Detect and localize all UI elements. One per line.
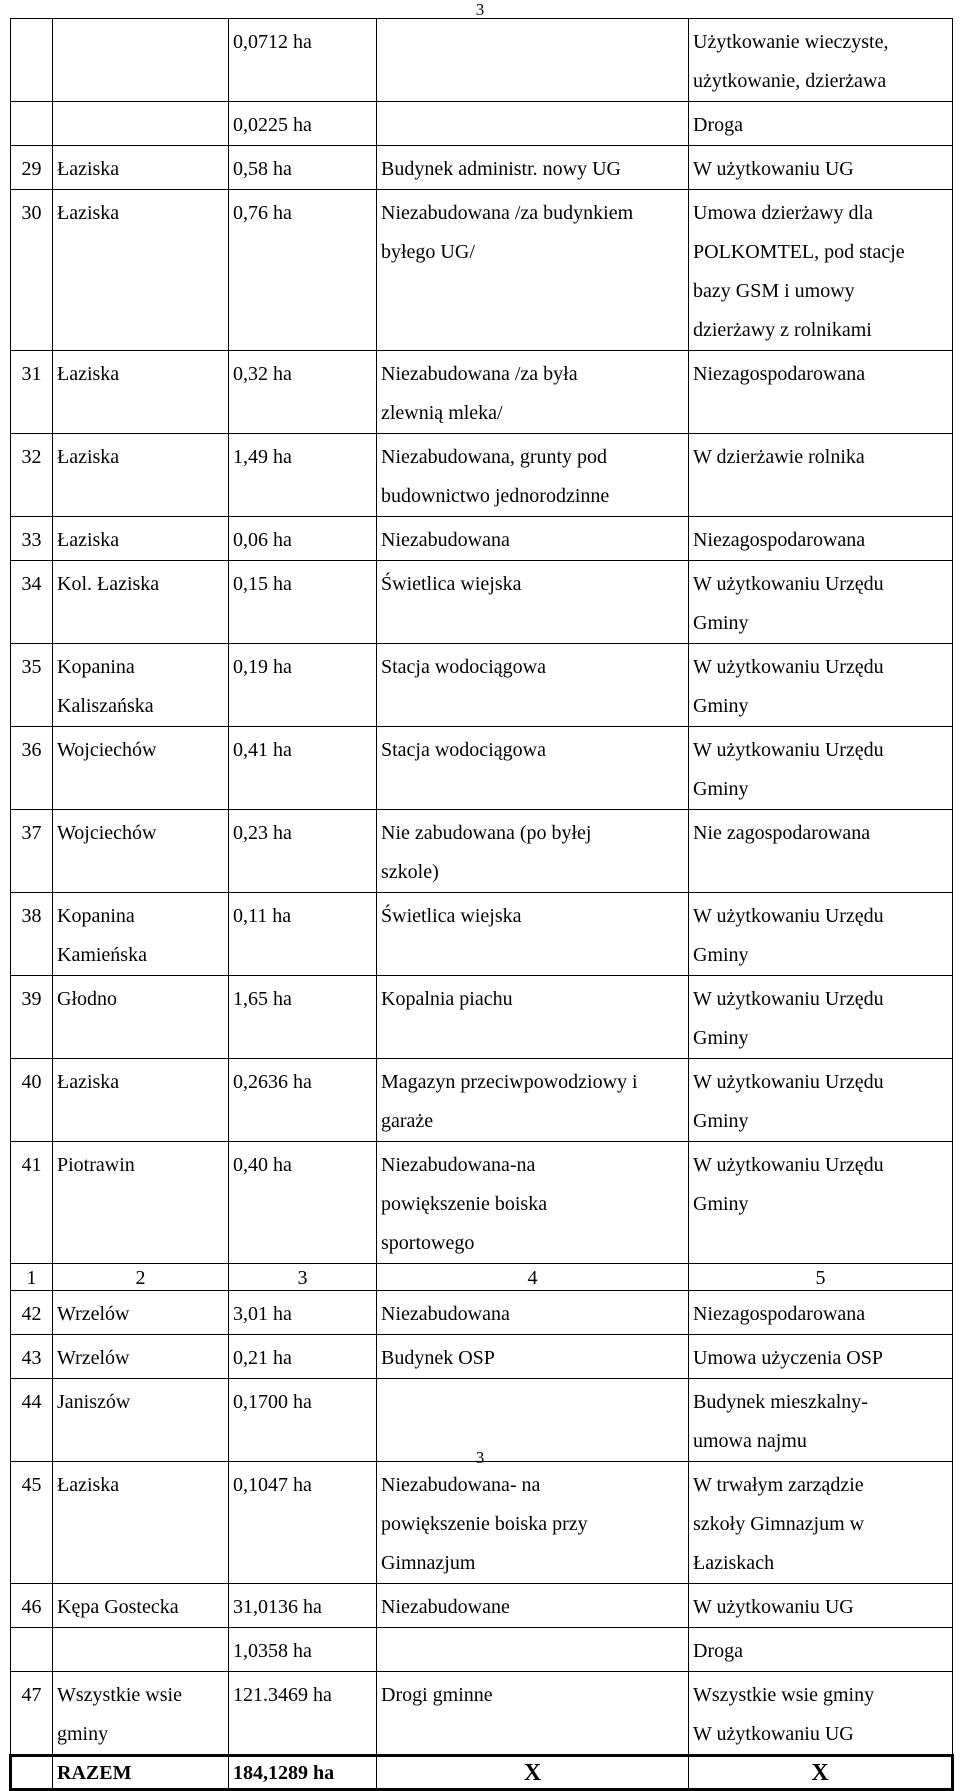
place-cell [53,1672,229,1756]
table-row [11,893,953,976]
description-cell [377,517,689,561]
area-cell [229,102,377,146]
row-number: 47 [21,1684,42,1706]
description-cell [377,1335,689,1379]
description-line: Gimnazjum [381,1552,476,1574]
table-row [11,1672,953,1756]
description-line: Drogi gminne [381,1684,493,1706]
row-number-cell [11,727,53,810]
area-line: 0,1700 ha [233,1391,312,1413]
area-line: 0,06 ha [233,529,292,551]
place-cell [53,1628,229,1672]
description-line: zlewnią mleka/ [381,402,503,424]
table-row [11,561,953,644]
row-number-cell [11,1291,53,1335]
row-number: 37 [21,822,42,844]
description-cell [377,1628,689,1672]
table-row [11,1291,953,1335]
description-cell [377,976,689,1059]
row-number: 35 [21,656,42,678]
place-line: Wrzelów [57,1347,130,1369]
usage-line: Użytkowanie wieczyste, [693,31,889,53]
column-number-row [11,1264,953,1291]
place-line: Łaziska [57,529,120,551]
area-line: 0,32 ha [233,363,292,385]
area-cell [229,727,377,810]
area-line: 0,19 ha [233,656,292,678]
description-cell [377,1291,689,1335]
area-cell [229,1584,377,1628]
area-line: 1,0358 ha [233,1640,312,1662]
row-number-cell [11,893,53,976]
description-cell [377,434,689,517]
usage-line: W użytkowaniu Urzędu [693,988,884,1010]
row-number: 34 [21,573,42,595]
area-line: 3,01 ha [233,1303,292,1325]
area-line: 0,21 ha [233,1347,292,1369]
usage-line: Umowa użyczenia OSP [693,1347,883,1369]
usage-line: Gminy [693,695,749,717]
area-cell [229,1672,377,1756]
row-number-cell [11,1059,53,1142]
area-line: 31,0136 ha [233,1596,322,1618]
description-line: byłego UG/ [381,241,475,263]
area-line: 0,0712 ha [233,31,312,53]
usage-line: dzierżawy z rolnikami [693,319,872,341]
usage-cell [689,1462,953,1584]
place-cell [53,102,229,146]
description-line: budownictwo jednorodzinne [381,485,610,507]
table-row [11,1059,953,1142]
usage-line: Gminy [693,1193,749,1215]
area-cell [229,1628,377,1672]
page-number-bottom: 3 [475,1448,485,1467]
area-cell [229,19,377,102]
place-line: Wrzelów [57,1303,130,1325]
row-number-cell [11,351,53,434]
row-number-cell [11,1628,53,1672]
area-cell [229,893,377,976]
area-cell [229,810,377,893]
description-cell [377,146,689,190]
place-line: Łaziska [57,363,120,385]
total-desc-x [377,1756,689,1790]
area-line: 1,65 ha [233,988,292,1010]
description-line: powiększenie boiska przy [381,1513,588,1535]
place-cell [53,1462,229,1584]
row-number: 44 [21,1391,42,1413]
usage-line: Gminy [693,612,749,634]
area-cell [229,434,377,517]
row-number-cell [11,190,53,351]
place-cell [53,517,229,561]
row-number-cell [11,976,53,1059]
row-number: 30 [21,202,42,224]
place-cell [53,1291,229,1335]
usage-line: W użytkowaniu Urzędu [693,739,884,761]
row-number-cell [11,561,53,644]
usage-cell [689,19,953,102]
row-number: 38 [21,905,42,927]
area-cell [229,517,377,561]
area-cell [229,351,377,434]
description-line: Niezabudowane [381,1596,510,1618]
description-line: Niezabudowana [381,1303,510,1325]
row-number: 29 [21,158,42,180]
description-line: Stacja wodociągowa [381,739,546,761]
usage-line: Wszystkie wsie gminy [693,1684,875,1706]
place-line: Kopanina [57,656,135,678]
table-row [11,1628,953,1672]
area-line: 0,11 ha [233,905,292,927]
column-number: 5 [689,1264,953,1291]
description-cell [377,561,689,644]
description-line: Niezabudowana /za budynkiem [381,202,634,224]
row-number: 33 [21,529,42,551]
row-number: 40 [21,1071,42,1093]
place-line: Łaziska [57,446,120,468]
row-number: 41 [21,1154,42,1176]
usage-line: szkoły Gimnazjum w [693,1513,865,1535]
place-line: Kopanina [57,905,135,927]
area-line: 0,23 ha [233,822,292,844]
usage-cell [689,1672,953,1756]
area-cell [229,1059,377,1142]
table-row [11,190,953,351]
usage-line: W użytkowaniu Urzędu [693,1071,884,1093]
place-line: Wojciechów [57,739,157,761]
place-line: Janiszów [57,1391,131,1413]
description-line: sportowego [381,1232,475,1254]
usage-cell [689,644,953,727]
usage-cell [689,1335,953,1379]
table-row [11,517,953,561]
usage-line: Niezagospodarowana [693,529,866,551]
description-cell [377,644,689,727]
table-row [11,351,953,434]
description-line: Magazyn przeciwpowodziowy i [381,1071,638,1093]
place-line: Łaziska [57,1474,120,1496]
description-line: szkole) [381,861,439,883]
row-number-cell [11,517,53,561]
area-cell [229,561,377,644]
total-area: 184,1289 ha [229,1756,377,1790]
usage-cell [689,727,953,810]
description-line: Niezabudowana-na [381,1154,536,1176]
description-line: Kopalnia piachu [381,988,513,1010]
column-number: 3 [229,1264,377,1291]
total-row [11,1756,953,1790]
place-line: Piotrawin [57,1154,135,1176]
area-line: 1,49 ha [233,446,292,468]
total-label: RAZEM [53,1756,229,1790]
usage-line: Droga [693,1640,743,1662]
place-line: Wszystkie wsie [57,1684,182,1706]
description-line: Niezabudowana- na [381,1474,541,1496]
column-number: 1 [11,1264,53,1291]
place-line: Kamieńska [57,944,147,966]
row-number-cell [11,1672,53,1756]
usage-line: Gminy [693,944,749,966]
description-cell [377,1059,689,1142]
place-cell [53,976,229,1059]
usage-line: Łaziskach [693,1552,775,1574]
area-cell [229,190,377,351]
usage-line: W użytkowaniu Urzędu [693,656,884,678]
place-line: Łaziska [57,1071,120,1093]
place-line: Głodno [57,988,117,1010]
usage-line: W użytkowaniu Urzędu [693,1154,884,1176]
table-row [11,1142,953,1264]
description-cell [377,1462,689,1584]
usage-cell [689,1059,953,1142]
place-cell [53,1142,229,1264]
usage-line: użytkowanie, dzierżawa [693,70,887,92]
description-line: garaże [381,1110,434,1132]
description-cell [377,1584,689,1628]
place-cell [53,644,229,727]
description-cell [377,1672,689,1756]
place-cell [53,810,229,893]
table-row [11,1584,953,1628]
usage-line: Budynek mieszkalny- [693,1391,868,1413]
description-line: Świetlica wiejska [381,573,522,595]
table-row [11,146,953,190]
description-cell [377,893,689,976]
row-number: 42 [21,1303,42,1325]
description-cell [377,810,689,893]
place-cell [53,561,229,644]
area-line: 0,0225 ha [233,114,312,136]
usage-cell [689,190,953,351]
row-number-cell [11,1462,53,1584]
table-row [11,1462,953,1584]
usage-line: Umowa dzierżawy dla [693,202,873,224]
row-number: 39 [21,988,42,1010]
usage-line: Gminy [693,778,749,800]
place-cell [53,190,229,351]
place-line: Kol. Łaziska [57,573,160,595]
table-row [11,19,953,102]
description-cell [377,190,689,351]
place-line: Łaziska [57,158,120,180]
usage-line: W użytkowaniu UG [693,1723,854,1745]
place-cell [53,893,229,976]
table-row [11,810,953,893]
place-cell [53,19,229,102]
description-line: Niezabudowana [381,529,510,551]
area-line: 0,40 ha [233,1154,292,1176]
area-line: 0,15 ha [233,573,292,595]
description-line: Nie zabudowana (po byłej [381,822,592,844]
usage-cell [689,561,953,644]
usage-line: W trwałym zarządzie [693,1474,864,1496]
usage-line: Droga [693,114,743,136]
area-line: 0,41 ha [233,739,292,761]
usage-line: Niezagospodarowana [693,1303,866,1325]
row-number-cell [11,1584,53,1628]
place-line: Wojciechów [57,822,157,844]
area-cell [229,1142,377,1264]
place-line: Kępa Gostecka [57,1596,179,1618]
description-line: Świetlica wiejska [381,905,522,927]
place-line: Kaliszańska [57,695,154,717]
total-row-group [11,1756,953,1790]
table-row [11,434,953,517]
area-line: 0,76 ha [233,202,292,224]
usage-cell [689,434,953,517]
usage-line: Niezagospodarowana [693,363,866,385]
place-cell [53,1335,229,1379]
description-line: Niezabudowana, grunty pod [381,446,608,468]
description-line: Stacja wodociągowa [381,656,546,678]
description-cell [377,1142,689,1264]
row-number: 31 [21,363,42,385]
column-number: 4 [377,1264,689,1291]
row-number-cell [11,19,53,102]
area-line: 0,58 ha [233,158,292,180]
row-number: 36 [21,739,42,761]
area-cell [229,1291,377,1335]
usage-line: Gminy [693,1110,749,1132]
description-cell [377,351,689,434]
place-cell [53,351,229,434]
usage-line: bazy GSM i umowy [693,280,855,302]
table-row [11,727,953,810]
total-use-mark: X [811,1760,829,1786]
usage-line: W dzierżawie rolnika [693,446,865,468]
total-no-cell [11,1756,53,1790]
usage-line: Nie zagospodarowana [693,822,871,844]
usage-line: POLKOMTEL, pod stacje [693,241,905,263]
row-number-cell [11,1142,53,1264]
place-cell [53,146,229,190]
usage-line: W użytkowaniu Urzędu [693,573,884,595]
usage-line: umowa najmu [693,1430,807,1452]
area-line: 0,1047 ha [233,1474,312,1496]
place-cell [53,1059,229,1142]
total-use-x [689,1756,953,1790]
area-cell [229,1335,377,1379]
description-cell [377,102,689,146]
usage-line: W użytkowaniu UG [693,1596,854,1618]
row-number-cell [11,810,53,893]
table-row [11,102,953,146]
place-line: Łaziska [57,202,120,224]
area-cell [229,1462,377,1584]
description-line: Budynek administr. nowy UG [381,158,621,180]
row-number: 45 [21,1474,42,1496]
usage-line: W użytkowaniu Urzędu [693,905,884,927]
usage-line: Gminy [693,1027,749,1049]
description-cell [377,727,689,810]
table-row [11,644,953,727]
usage-cell [689,146,953,190]
table-row [11,1335,953,1379]
property-rows-continued [11,1291,953,1756]
usage-cell [689,893,953,976]
property-table [9,18,954,1791]
column-number-row-group [11,1264,953,1291]
usage-cell [689,1142,953,1264]
area-line: 121.3469 ha [233,1684,332,1706]
row-number-cell [11,146,53,190]
usage-cell [689,810,953,893]
description-line: Budynek OSP [381,1347,495,1369]
place-cell [53,434,229,517]
usage-cell [689,517,953,561]
row-number: 43 [21,1347,42,1369]
usage-cell [689,1628,953,1672]
usage-cell [689,351,953,434]
row-number-cell [11,644,53,727]
usage-cell [689,1291,953,1335]
row-number-cell [11,434,53,517]
description-cell [377,19,689,102]
column-number: 2 [53,1264,229,1291]
place-cell [53,1584,229,1628]
row-number-cell [11,1335,53,1379]
table-row [11,976,953,1059]
page-number-top: 3 [475,0,485,19]
description-line: powiększenie boiska [381,1193,548,1215]
usage-line: W użytkowaniu UG [693,158,854,180]
usage-cell [689,1584,953,1628]
area-cell [229,146,377,190]
place-cell [53,727,229,810]
row-number: 32 [21,446,42,468]
area-cell [229,976,377,1059]
row-number-cell [11,102,53,146]
total-desc-mark: X [523,1760,542,1786]
place-line: gminy [57,1723,109,1745]
property-rows [11,19,953,1264]
description-line: Niezabudowana /za była [381,363,578,385]
usage-cell [689,976,953,1059]
area-cell [229,644,377,727]
usage-cell [689,102,953,146]
row-number: 46 [21,1596,42,1618]
area-line: 0,2636 ha [233,1071,312,1093]
